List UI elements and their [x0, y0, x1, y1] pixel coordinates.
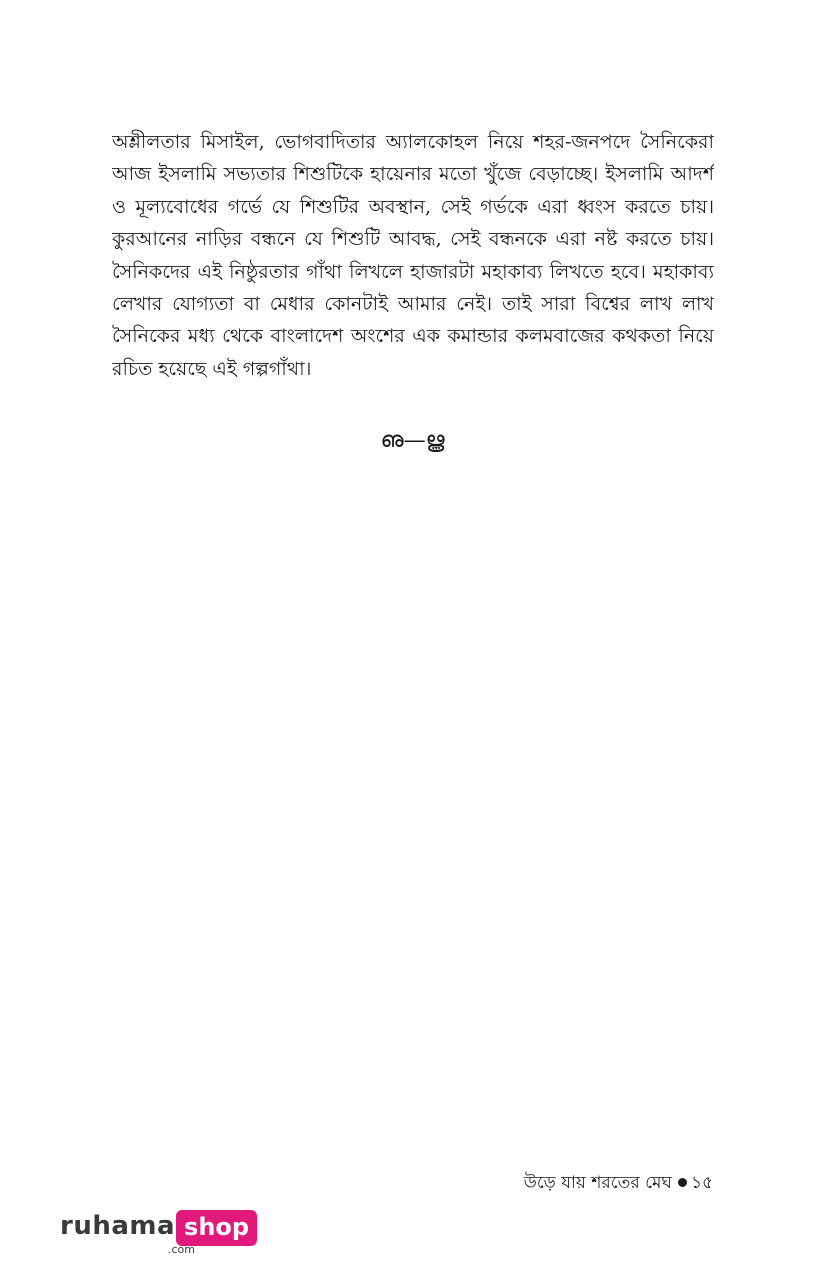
watermark-highlight: shop [176, 1210, 257, 1246]
page-body [112, 126, 714, 385]
running-footer [524, 1170, 713, 1196]
footer-book-title: উড়ে যায় শরতের মেঘ [523, 1173, 672, 1193]
body-line-8: রচিত হয়েছে এই গল্পগাঁথা। [112, 357, 312, 380]
body-line-3: ও মূল্যবোধের গর্ভে যে শিশুটির অবস্থান, সেই গর্ভকে এরা ধ্বংস করতে চায়। [112, 195, 714, 218]
body-line-4: কুরআনের নাড়ির বন্ধনে যে শিশুটি আবদ্ধ, সেই বন্ধনকে এরা নষ্ট করতে চায়। [112, 228, 714, 251]
watermark-logo [60, 1210, 257, 1260]
body-line-5: সৈনিকদের এই নিষ্ঠুরতার গাঁথা লিখলে হাজারটা মহাকাব্য লিখতে হবে। মহাকাব্য [112, 260, 714, 283]
footer-bullet-icon [678, 1178, 687, 1187]
body-line-7: সৈনিকের মধ্য থেকে বাংলাদেশ অংশের এক কমান্ডার কলমবাজের কথকতা নিয়ে [112, 325, 714, 348]
watermark-suffix: .com [168, 1243, 195, 1256]
body-line-2: আজ ইসলামি সভ্যতার শিশুটিকে হায়েনার মতো খুঁজে বেড়াচ্ছে। ইসলামি আদর্শ [112, 163, 714, 186]
footer-page-number: ১৫ [690, 1173, 713, 1193]
section-ornament: ഌ—ൠ [380, 428, 445, 453]
watermark-brand: ruhama [60, 1211, 176, 1241]
body-line-6: লেখার যোগ্যতা বা মেধার কোনটাই আমার নেই। তাই সারা বিশ্বের লাখ লাখ [112, 292, 714, 315]
body-line-1: অশ্লীলতার মিসাইল, ভোগবাদিতার অ্যালকোহল নিয়ে শহর-জনপদে সৈনিকেরা [112, 131, 714, 153]
